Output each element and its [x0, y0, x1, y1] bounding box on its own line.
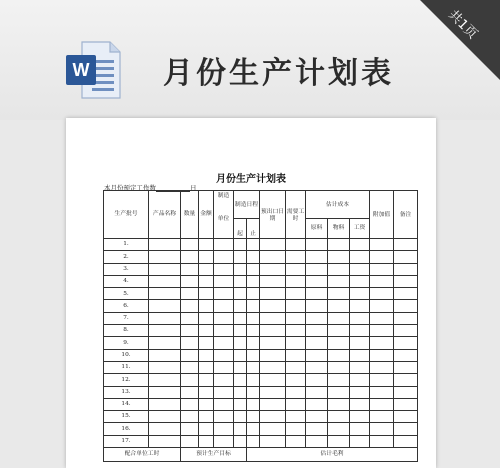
table-cell: [199, 374, 214, 386]
table-cell: [199, 251, 214, 263]
table-cell: [214, 337, 234, 349]
footer-gross-profit: 估计毛利: [247, 448, 418, 462]
table-cell: [370, 239, 394, 251]
page-count-label: 共1页: [445, 7, 481, 43]
table-cell: [247, 288, 260, 300]
table-cell: [181, 423, 199, 435]
table-cell: [149, 423, 181, 435]
table-cell: [394, 337, 418, 349]
table-cell: [306, 386, 328, 398]
table-cell: [260, 312, 286, 324]
table-cell: [350, 251, 370, 263]
table-row: [104, 325, 418, 337]
table-cell: [214, 361, 234, 373]
table-cell: [350, 325, 370, 337]
table-cell: [260, 288, 286, 300]
table-cell: [234, 275, 247, 287]
table-row: [104, 423, 418, 435]
row-number: 3.: [104, 263, 149, 275]
table-cell: [199, 239, 214, 251]
table-cell: [394, 312, 418, 324]
table-cell: [286, 288, 306, 300]
table-cell: [306, 423, 328, 435]
table-cell: [247, 325, 260, 337]
table-cell: [286, 374, 306, 386]
table-cell: [286, 251, 306, 263]
table-cell: [350, 312, 370, 324]
table-cell: [328, 349, 350, 361]
table-cell: [149, 411, 181, 423]
table-row: [104, 312, 418, 324]
table-cell: [181, 300, 199, 312]
table-cell: [370, 300, 394, 312]
table-cell: [286, 325, 306, 337]
table-cell: [214, 374, 234, 386]
table-cell: [247, 312, 260, 324]
table-cell: [260, 300, 286, 312]
table-cell: [260, 411, 286, 423]
table-cell: [328, 325, 350, 337]
table-cell: [247, 411, 260, 423]
table-cell: [370, 435, 394, 447]
table-cell: [286, 435, 306, 447]
row-number: 16.: [104, 423, 149, 435]
header-hours-needed: 需要工时: [286, 191, 306, 239]
table-cell: [328, 411, 350, 423]
table-cell: [214, 435, 234, 447]
table-cell: [260, 423, 286, 435]
table-cell: [247, 423, 260, 435]
table-cell: [328, 300, 350, 312]
row-number: 4.: [104, 275, 149, 287]
header-amount: 金额: [199, 191, 214, 239]
table-cell: [199, 300, 214, 312]
table-cell: [328, 275, 350, 287]
table-cell: [214, 239, 234, 251]
table-row: [104, 263, 418, 275]
table-cell: [306, 263, 328, 275]
table-row: [104, 374, 418, 386]
row-number: 8.: [104, 325, 149, 337]
table-cell: [149, 337, 181, 349]
table-cell: [149, 300, 181, 312]
table-cell: [394, 325, 418, 337]
table-body: [104, 239, 418, 448]
table-cell: [260, 349, 286, 361]
header-qty: 数量: [181, 191, 199, 239]
table-cell: [394, 423, 418, 435]
table-cell: [306, 435, 328, 447]
table-cell: [260, 386, 286, 398]
table-cell: [394, 386, 418, 398]
table-cell: [370, 337, 394, 349]
table-cell: [247, 337, 260, 349]
table-cell: [149, 239, 181, 251]
row-number: 12.: [104, 374, 149, 386]
sheet-title: 月份生产计划表: [216, 174, 286, 185]
header-addon-value: 附加值: [370, 191, 394, 239]
row-number: 11.: [104, 361, 149, 373]
table-cell: [306, 300, 328, 312]
row-number: 17.: [104, 435, 149, 447]
table-cell: [234, 251, 247, 263]
table-cell: [149, 386, 181, 398]
table-cell: [350, 349, 370, 361]
row-number: 13.: [104, 386, 149, 398]
table-cell: [247, 398, 260, 410]
table-cell: [328, 361, 350, 373]
table-cell: [350, 386, 370, 398]
table-cell: [350, 361, 370, 373]
table-cell: [306, 288, 328, 300]
header-est-cost: 估计成本: [306, 191, 370, 219]
header-ship-date: 预出口日期: [260, 191, 286, 239]
table-cell: [394, 263, 418, 275]
table-cell: [214, 263, 234, 275]
table-cell: [306, 275, 328, 287]
table-cell: [286, 275, 306, 287]
work-days-unit: 日: [190, 184, 197, 192]
table-cell: [199, 398, 214, 410]
table-cell: [394, 349, 418, 361]
table-cell: [234, 386, 247, 398]
table-cell: [370, 263, 394, 275]
table-cell: [328, 263, 350, 275]
table-cell: [260, 398, 286, 410]
table-cell: [328, 435, 350, 447]
table-cell: [350, 275, 370, 287]
table-cell: [350, 398, 370, 410]
footer-unit-hours: 配合单位工时: [104, 448, 181, 462]
document-page: [66, 118, 436, 468]
table-cell: [149, 398, 181, 410]
table-cell: [234, 337, 247, 349]
header-notes: 备注: [394, 191, 418, 239]
header-mfg-days: 制造日程: [234, 191, 260, 219]
table-cell: [370, 349, 394, 361]
table-cell: [234, 300, 247, 312]
table-cell: [394, 288, 418, 300]
table-cell: [306, 312, 328, 324]
table-cell: [181, 337, 199, 349]
header-mfg-unit-top: 制造: [217, 193, 230, 199]
table-cell: [149, 361, 181, 373]
table-cell: [181, 275, 199, 287]
header-mfg-unit: [214, 191, 234, 239]
table-row: [104, 398, 418, 410]
table-cell: [260, 361, 286, 373]
table-cell: [260, 435, 286, 447]
table-cell: [286, 386, 306, 398]
table-cell: [260, 337, 286, 349]
table-cell: [247, 239, 260, 251]
table-cell: [286, 239, 306, 251]
table-cell: [234, 288, 247, 300]
table-cell: [181, 325, 199, 337]
table-cell: [234, 361, 247, 373]
table-cell: [260, 275, 286, 287]
table-cell: [260, 239, 286, 251]
table-cell: [306, 361, 328, 373]
table-row: [104, 435, 418, 447]
table-cell: [286, 337, 306, 349]
table-cell: [350, 374, 370, 386]
table-cell: [370, 275, 394, 287]
table-cell: [286, 263, 306, 275]
table-cell: [181, 312, 199, 324]
header-batch: 生产批号: [104, 191, 149, 239]
table-cell: [286, 349, 306, 361]
table-row: [104, 239, 418, 251]
table-cell: [350, 337, 370, 349]
table-cell: [328, 251, 350, 263]
table-row: [104, 275, 418, 287]
table-cell: [247, 435, 260, 447]
table-cell: [149, 349, 181, 361]
footer-target: 预计生产目标: [181, 448, 247, 462]
header-product: 产品名称: [149, 191, 181, 239]
table-cell: [214, 312, 234, 324]
table-cell: [199, 361, 214, 373]
table-cell: [370, 423, 394, 435]
table-cell: [350, 300, 370, 312]
table-cell: [181, 349, 199, 361]
table-cell: [370, 361, 394, 373]
word-logo-letter: W: [72, 60, 90, 80]
header-material: 原料: [306, 219, 328, 239]
table-cell: [149, 435, 181, 447]
row-number: 1.: [104, 239, 149, 251]
header-labor: 工资: [350, 219, 370, 239]
table-cell: [181, 411, 199, 423]
table-cell: [306, 239, 328, 251]
table-cell: [394, 411, 418, 423]
table-cell: [370, 411, 394, 423]
table-cell: [234, 423, 247, 435]
table-cell: [199, 325, 214, 337]
table-cell: [247, 251, 260, 263]
table-cell: [260, 251, 286, 263]
table-cell: [149, 275, 181, 287]
table-cell: [234, 349, 247, 361]
table-cell: [306, 251, 328, 263]
table-cell: [214, 411, 234, 423]
table-cell: [286, 423, 306, 435]
table-cell: [199, 386, 214, 398]
table-cell: [247, 349, 260, 361]
table-cell: [394, 275, 418, 287]
table-cell: [149, 325, 181, 337]
table-cell: [350, 288, 370, 300]
table-cell: [394, 239, 418, 251]
table-cell: [328, 398, 350, 410]
table-cell: [149, 312, 181, 324]
row-number: 5.: [104, 288, 149, 300]
table-cell: [394, 300, 418, 312]
table-cell: [149, 288, 181, 300]
table-cell: [234, 411, 247, 423]
table-cell: [214, 386, 234, 398]
table-row: [104, 386, 418, 398]
table-cell: [394, 435, 418, 447]
table-cell: [394, 374, 418, 386]
table-cell: [214, 275, 234, 287]
table-cell: [181, 374, 199, 386]
table-cell: [350, 239, 370, 251]
table-cell: [370, 386, 394, 398]
table-cell: [214, 325, 234, 337]
row-number: 10.: [104, 349, 149, 361]
table-cell: [328, 423, 350, 435]
row-number: 14.: [104, 398, 149, 410]
table-row: [104, 251, 418, 263]
table-cell: [181, 398, 199, 410]
table-cell: [234, 325, 247, 337]
table-cell: [306, 374, 328, 386]
table-cell: [199, 435, 214, 447]
table-cell: [260, 374, 286, 386]
table-cell: [199, 423, 214, 435]
table-row: [104, 361, 418, 373]
table-cell: [234, 435, 247, 447]
table-row: [104, 300, 418, 312]
table-cell: [214, 349, 234, 361]
header-supplies: 物料: [328, 219, 350, 239]
table-cell: [370, 288, 394, 300]
table-cell: [306, 337, 328, 349]
table-cell: [181, 263, 199, 275]
table-row: [104, 337, 418, 349]
table-cell: [306, 349, 328, 361]
table-cell: [247, 374, 260, 386]
table-cell: [214, 300, 234, 312]
table-cell: [181, 435, 199, 447]
row-number: 7.: [104, 312, 149, 324]
table-cell: [181, 288, 199, 300]
table-cell: [199, 411, 214, 423]
row-number: 6.: [104, 300, 149, 312]
table-cell: [370, 374, 394, 386]
table-cell: [286, 398, 306, 410]
table-cell: [234, 374, 247, 386]
work-days-label: 本月份预定工作数: [104, 184, 156, 192]
table-cell: [214, 423, 234, 435]
table-row: [104, 349, 418, 361]
table-cell: [350, 411, 370, 423]
table-cell: [247, 300, 260, 312]
header-banner: [0, 0, 500, 120]
table-cell: [306, 325, 328, 337]
table-cell: [149, 251, 181, 263]
table-row: [104, 288, 418, 300]
production-plan-table: [103, 190, 418, 462]
row-number: 15.: [104, 411, 149, 423]
table-cell: [260, 325, 286, 337]
table-cell: [234, 263, 247, 275]
row-number: 9.: [104, 337, 149, 349]
table-cell: [199, 337, 214, 349]
table-cell: [370, 312, 394, 324]
table-cell: [286, 361, 306, 373]
table-cell: [214, 398, 234, 410]
table-cell: [286, 411, 306, 423]
table-cell: [149, 374, 181, 386]
table-cell: [234, 239, 247, 251]
table-cell: [328, 374, 350, 386]
table-cell: [306, 398, 328, 410]
table-cell: [181, 361, 199, 373]
table-cell: [370, 251, 394, 263]
table-cell: [350, 435, 370, 447]
header-start: 起: [234, 219, 247, 239]
table-cell: [181, 239, 199, 251]
table-cell: [286, 300, 306, 312]
table-cell: [199, 263, 214, 275]
table-cell: [328, 386, 350, 398]
word-document-icon: [62, 38, 126, 102]
table-cell: [394, 361, 418, 373]
table-cell: [328, 312, 350, 324]
table-cell: [247, 361, 260, 373]
table-cell: [234, 312, 247, 324]
table-cell: [286, 312, 306, 324]
table-cell: [328, 288, 350, 300]
table-cell: [260, 263, 286, 275]
table-cell: [199, 312, 214, 324]
table-cell: [394, 251, 418, 263]
header-end: 止: [247, 219, 260, 239]
table-cell: [370, 398, 394, 410]
table-cell: [394, 398, 418, 410]
table-row: [104, 411, 418, 423]
document-title: 月份生产计划表: [163, 56, 394, 91]
table-cell: [149, 263, 181, 275]
header-mfg-unit-bottom: 单位: [217, 215, 230, 222]
table-cell: [328, 239, 350, 251]
table-cell: [247, 275, 260, 287]
table-cell: [214, 251, 234, 263]
table-cell: [328, 337, 350, 349]
table-cell: [234, 398, 247, 410]
table-cell: [181, 386, 199, 398]
table-cell: [214, 288, 234, 300]
table-cell: [370, 325, 394, 337]
row-number: 2.: [104, 251, 149, 263]
table-cell: [181, 251, 199, 263]
table-cell: [247, 386, 260, 398]
table-cell: [199, 349, 214, 361]
table-cell: [247, 263, 260, 275]
table-cell: [350, 263, 370, 275]
table-cell: [199, 288, 214, 300]
table-cell: [350, 423, 370, 435]
table-cell: [199, 275, 214, 287]
table-cell: [306, 411, 328, 423]
